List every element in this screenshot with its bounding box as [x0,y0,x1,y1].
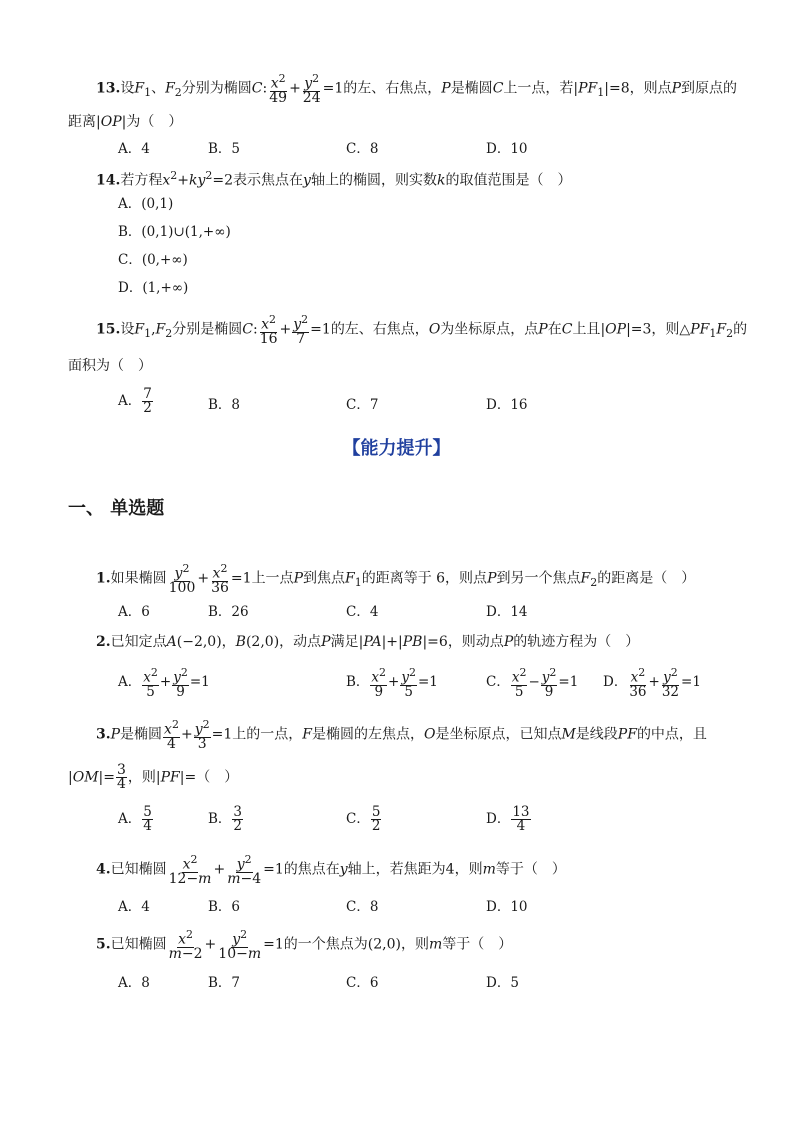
option-d[interactable]: D．10 [486,141,528,157]
section-title: 【能力提升】 [342,438,451,459]
question-15-line2: 面积为（ ） [68,358,152,374]
question-4: 4.已知椭圆 $\frac{x^2}{12-m}$ + $\frac{y^2}{m-4}$ =1的焦点在y轴上，若焦距为4，则m等于（ ） [96,853,566,887]
option-b[interactable]: B．8 [208,397,241,413]
option-d[interactable]: D． $\frac{13}{4}$ [486,804,530,834]
question-1: 1.如果椭圆 $\frac{y^2}{100}$ + $\frac{x^2}{36}$ =1上一点P到焦点$F_1$的距离等于 6，则点P到另一个焦点$F_2$的距离是（ ） [96,562,696,596]
option-c[interactable]: C．(0,+∞) [118,252,188,268]
option-a[interactable]: A．4 [118,141,150,157]
option-b[interactable]: B．(0,1)∪(1,+∞) [118,224,231,240]
option-d[interactable]: D．5 [486,975,519,991]
question-15: 15.设$F_1,F_2$分别是椭圆C: $\frac{x^2}{16}$ + $\frac{y^2}{7}$ =1的左、右焦点，O为坐标原点，点P在C上且|OP|=3，则$\triangle PF_1F_2$的 [96,313,748,347]
question-number: 5. [96,936,111,953]
option-a[interactable]: A． $\frac{5}{4}$ [118,804,152,834]
option-a[interactable]: A．6 [118,604,150,620]
option-b[interactable]: B．5 [208,141,241,157]
question-number: 13. [96,80,121,97]
option-d[interactable]: D．10 [486,899,528,915]
option-c[interactable]: C．7 [346,397,379,413]
question-14: 14.若方程$x^2+ky^2=2$表示焦点在y轴上的椭圆，则实数k的取值范围是（ ） [96,169,572,189]
option-b[interactable]: B． $\frac{3}{2}$ [208,804,243,834]
question-number: 2. [96,634,111,650]
option-a[interactable]: A． $\frac{7}{2}$ [118,386,152,416]
option-d[interactable]: D．16 [486,397,528,413]
option-d[interactable]: D．14 [486,604,528,620]
option-a[interactable]: A．4 [118,899,150,915]
option-c[interactable]: C． $\frac{x^2}{5}$ − $\frac{y^2}{9}$ =1 [486,666,579,700]
question-number: 1. [96,570,111,587]
question-number: 15. [96,321,121,338]
option-c[interactable]: C．4 [346,604,379,620]
option-b[interactable]: B．6 [208,899,241,915]
option-a[interactable]: A．(0,1) [118,196,174,212]
question-2: 2.已知定点A(−2,0)，B(2,0)，动点P满足|PA|+|PB|=6，则动点P的轨迹方程为（ ） [96,634,640,650]
question-number: 3. [96,726,111,743]
option-c[interactable]: C．6 [346,975,379,991]
option-b[interactable]: B．7 [208,975,241,991]
option-c[interactable]: C． $\frac{5}{2}$ [346,804,381,834]
option-c[interactable]: C．8 [346,899,379,915]
section-heading: 一、 单选题 [68,498,165,519]
question-number: 14. [96,172,121,189]
option-a[interactable]: A．8 [118,975,150,991]
option-a[interactable]: A． $\frac{x^2}{5}$ + $\frac{y^2}{9}$ =1 [118,666,210,700]
question-number: 4. [96,861,111,878]
question-3-line2: |OM|= $\frac{3}{4}$ ，则|PF|=（ ） [68,762,239,792]
option-b[interactable]: B．26 [208,604,249,620]
question-13: 13.设$F_1$、$F_2$分别为椭圆C: $\frac{x^2}{49}$ + $\frac{y^2}{24}$ =1的左、右焦点，P是椭圆C上一点，若$|PF_1|=8$，则点P到原点的 [96,72,738,106]
question-5: 5.已知椭圆 $\frac{x^2}{m-2}$ + $\frac{y^2}{10-m}$ =1的一个焦点为(2,0)，则m等于（ ） [96,928,513,962]
option-b[interactable]: B． $\frac{x^2}{9}$ + $\frac{y^2}{5}$ =1 [346,666,438,700]
option-c[interactable]: C．8 [346,141,379,157]
question-3: 3.P是椭圆 $\frac{x^2}{4}$ + $\frac{y^2}{3}$ =1上的一点，F是椭圆的左焦点，O是坐标原点，已知点M是线段PF的中点，且 [96,718,707,752]
question-13-line2: 距离|OP|为（ ） [68,114,183,130]
option-d[interactable]: D．(1,+∞) [118,280,189,296]
option-d[interactable]: D． $\frac{x^2}{36}$ + $\frac{y^2}{32}$ =1 [603,666,701,700]
